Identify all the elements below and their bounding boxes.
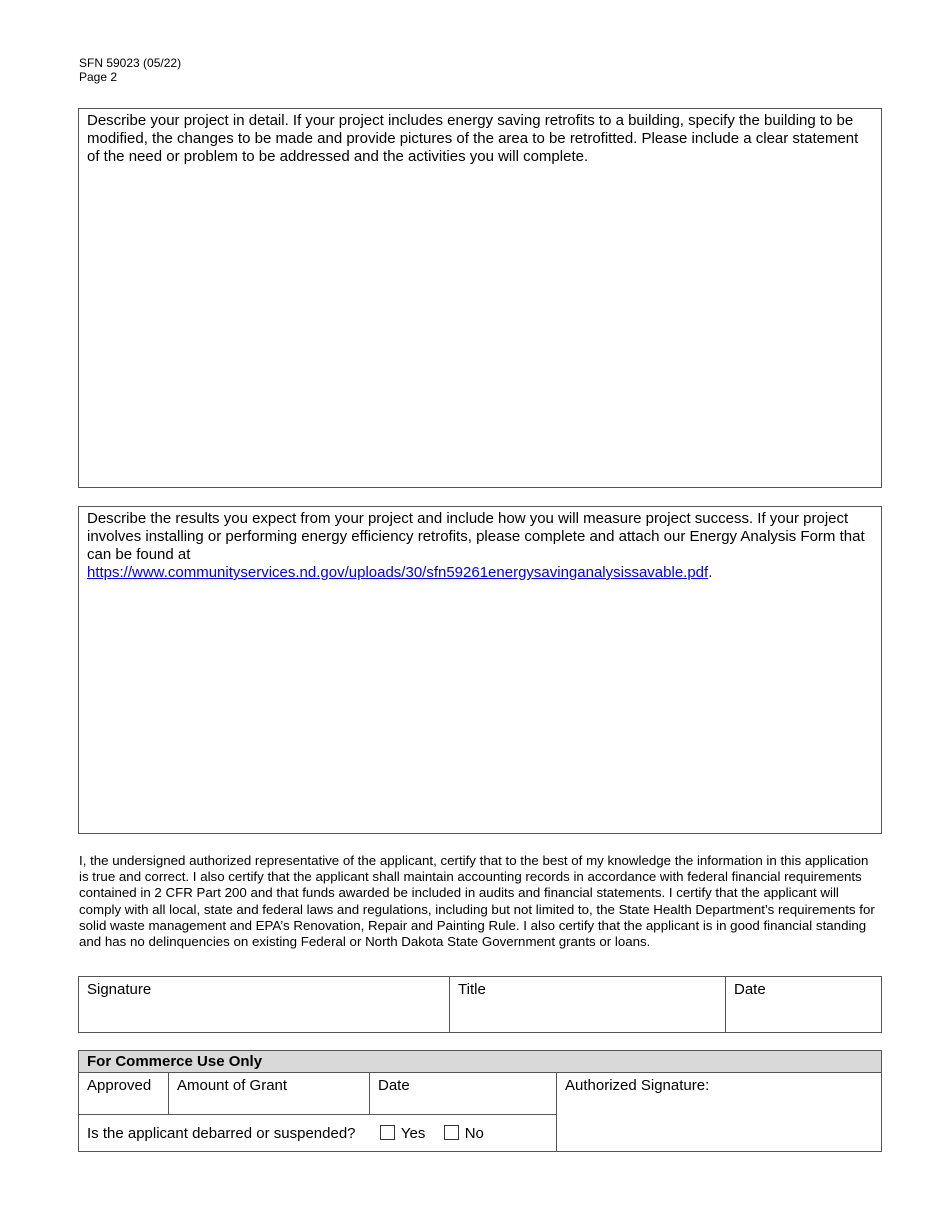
commerce-date-field[interactable] xyxy=(370,1073,557,1115)
form-header xyxy=(79,56,181,84)
commerce-date-label: Date xyxy=(378,1077,410,1094)
authorized-signature-label: Authorized Signature: xyxy=(565,1077,710,1094)
expected-results-field[interactable] xyxy=(78,506,882,834)
form-id: SFN 59023 (05/22) xyxy=(79,56,182,70)
debarred-question: Is the applicant debarred or suspended? xyxy=(87,1124,356,1142)
signature-table xyxy=(78,976,882,1033)
authorized-signature-field[interactable] xyxy=(557,1073,882,1152)
page-number: Page 2 xyxy=(79,70,118,84)
date-field[interactable] xyxy=(726,977,882,1033)
approved-field[interactable] xyxy=(79,1073,169,1115)
yes-checkbox[interactable] xyxy=(380,1125,395,1140)
no-checkbox[interactable] xyxy=(444,1125,459,1140)
expected-results-prompt xyxy=(79,507,881,582)
approved-label: Approved xyxy=(87,1077,152,1094)
title-label: Title xyxy=(458,981,486,998)
title-field[interactable] xyxy=(450,977,726,1033)
amount-of-grant-field[interactable] xyxy=(169,1073,370,1115)
certification-statement: I, the undersigned authorized representative of the applicant, certify that to the best of my knowledge the information in this application is true and correct. I also certify that the applicant shall maintain accounting records in accordance with federal financial requirements contained in 2 CFR Part 200 and that funds awarded be included in audits and financial statements. I certify that the applicant will comply with all local, state and federal laws and regulations, including but not limited to, the State Health Department’s requirements for solid waste management and EPA’s Renovation, Repair and Painting Rule. I also certify that the applicant is in good financial standing and has no delinquencies on existing Federal or North Dakota State Government grants or loans. xyxy=(79,853,875,950)
commerce-use-table xyxy=(78,1050,882,1152)
debarred-row xyxy=(79,1115,557,1152)
signature-field[interactable] xyxy=(79,977,450,1033)
project-description-field[interactable] xyxy=(78,108,882,488)
link-suffix: . xyxy=(708,564,713,581)
energy-analysis-form-link[interactable]: https://www.communityservices.nd.gov/uploads/30/sfn59261energysavinganalysissavable.pdf xyxy=(87,564,709,581)
signature-label: Signature xyxy=(87,981,152,998)
amount-label: Amount of Grant xyxy=(177,1077,288,1094)
date-label: Date xyxy=(734,981,766,998)
project-description-prompt: Describe your project in detail. If your project includes energy saving retrofits to a building, specify the building to be modified, the changes to be made and provide pictures of the area to be retrofitted. Please include a clear statement of the need or problem to be addressed and the activities you will complete. xyxy=(87,112,859,165)
commerce-heading: For Commerce Use Only xyxy=(79,1051,882,1073)
no-label: No xyxy=(464,1124,484,1142)
yes-label: Yes xyxy=(400,1124,426,1142)
expected-results-text: Describe the results you expect from your project and include how you will measure project success. If your project involves installing or performing energy efficiency retrofits, please complete and attach our Energy Analysis Form that can be found at xyxy=(87,510,865,563)
